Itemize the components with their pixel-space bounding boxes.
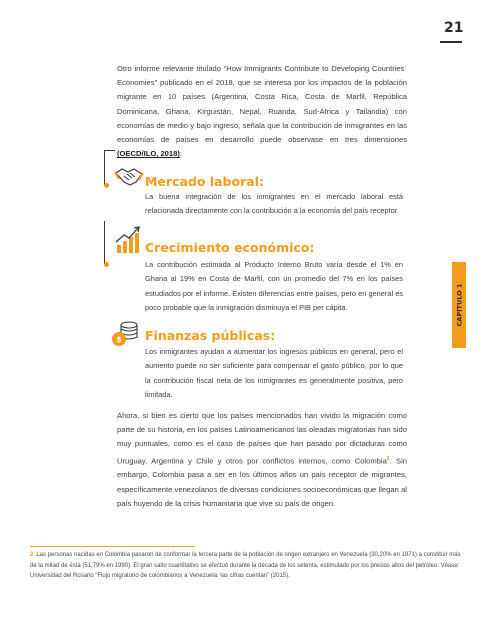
footnote-divider bbox=[30, 546, 195, 547]
page-number: 21 bbox=[444, 20, 464, 36]
closing-text: Ahora, si bien es cierto que los países mencionados han vivido la migración como parte de su historia, en los países Latinoamericanos las oleadas migratorias han sido muy puntuales, como es el caso de países que han pasado por dictaduras como Uruguay, Argentina y Chile y otros por conflictos internos, como Colombia bbox=[117, 411, 407, 466]
closing-paragraph bbox=[117, 409, 407, 511]
footnote-marker: 2 bbox=[386, 455, 390, 462]
handshake-icon bbox=[114, 165, 144, 189]
svg-text:$: $ bbox=[116, 335, 122, 344]
footnote-number: 2 bbox=[30, 552, 34, 558]
coins-icon bbox=[110, 320, 140, 348]
intro-text: Otro informe relevante titulado “How Immigrants Contribute to Developing Countries´ Economies” publicado en el 2018, que se interesa por los impactos de la población migrante en 10 países (Argentina, Costa Rica, Costa de Marfil, República Dominicana, Ghana, Kirguistán, Nepal, Ruanda, Sud-África y Tailandia) con economías de medio y bajo ingreso, señala que la contribución de inmigrantes en las economías de países en desarrollo puede observase en tres dimensiones bbox=[117, 64, 407, 145]
chapter-label-container bbox=[452, 262, 466, 348]
closing-text-continued: . Sin embargo, Colombia pasa a ser en los últimos años un país receptor de migrantes, específicamente venezolanos de diversas condiciones socioeconómicas que llegan al país huyendo de la crisis humanitaria que vive su país de origen. bbox=[117, 456, 407, 508]
citation-reference: (OECD/ILO, 2018) bbox=[117, 149, 180, 159]
section-body-public-finance: Los inmigrantes ayudan a aumentar los ingresos públicos en general, pero el aumento puede no ser suficiente para compensar el gasto público, por lo que la contribución fiscal neta de los inmigrantes es generalmente positiva, pero limitada. bbox=[145, 347, 403, 399]
page-number-underline bbox=[440, 41, 462, 43]
bracket-dot-1 bbox=[104, 183, 109, 188]
section-body-economic-growth: La contribución estimada al Producto Interno Bruto varía desde el 1% en Ghana al 19% en Costa de Marfil, con un promedio del 7% en los países estudiados por el informe. Existen diferencias entre países, pero en general es poco probable que la inmigración disminuya el PIB per cápita. bbox=[145, 260, 403, 312]
footnote-text: Las personas nacidas en Colombia pasaron de conformar la tercera parte de la población de origen extranjero en Venezuela (30,20% en 1971) a constituir más de la mitad de ésta (51,79% en 1990). El gran salto cuantitativo se efectuó durante la década de los setenta, estimulado por los precios altos del petróleo. Véase: Universidad del Rosario “Flujo migratorio de colombianos a Venezuela: las cifras cuentan” (2015). bbox=[30, 552, 461, 579]
growth-chart-icon bbox=[114, 225, 142, 255]
section-title-economic-growth: Crecimiento económico: bbox=[145, 240, 315, 255]
intro-colon: : bbox=[179, 149, 182, 159]
section-title-public-finance: Finanzas públicas: bbox=[145, 328, 276, 343]
intro-paragraph bbox=[117, 62, 407, 161]
section-bracket-middle bbox=[104, 221, 113, 265]
bracket-dot-2 bbox=[104, 262, 109, 267]
chapter-label: CAPÍTULO 1 bbox=[455, 283, 464, 327]
section-body-labor-market: La buena integración de los inmigrantes en el mercado laboral está relacionada directamente con la contribución a la economía del país receptor. bbox=[145, 192, 403, 216]
footnote bbox=[30, 550, 464, 582]
section-title-labor-market: Mercado laboral: bbox=[145, 174, 264, 189]
